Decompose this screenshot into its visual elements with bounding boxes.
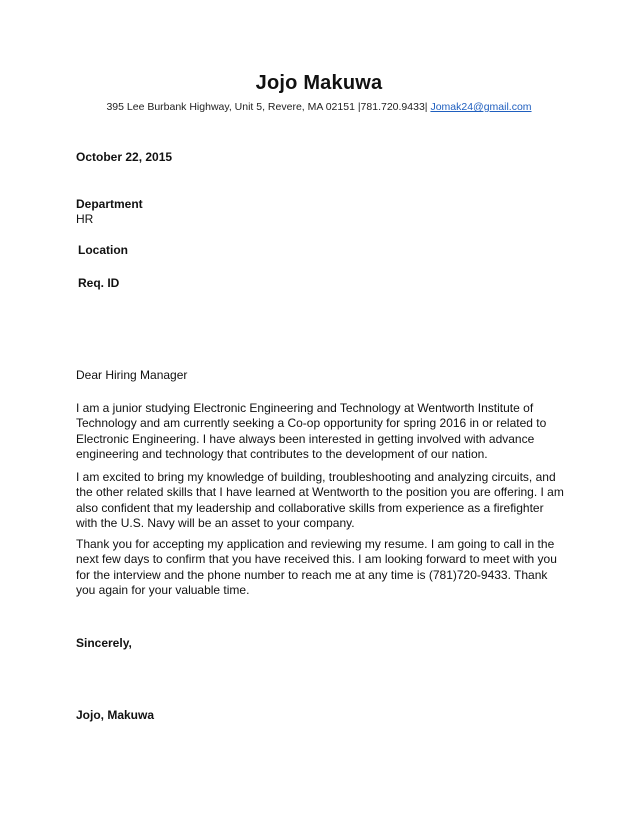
department-label: Department: [76, 197, 143, 211]
signature: Jojo, Makuwa: [76, 708, 155, 722]
sender-name: Jojo Makuwa: [255, 72, 383, 94]
sender-contact-line: [0, 101, 638, 113]
location-label: Location: [78, 243, 128, 257]
department-value: HR: [76, 212, 94, 226]
closing: Sincerely,: [76, 636, 132, 650]
body-paragraph-3: Thank you for accepting my application and reviewing my resume. I am going to call in the next few days to confirm that you have received this. I am looking forward to meet with you for the interview and the phone number to reach me at any time is (781)720-9433. Thank you again for your valuable time.: [76, 537, 557, 597]
letter-date: October 22, 2015: [76, 150, 173, 164]
body-paragraph-1: I am a junior studying Electronic Engineering and Technology at Wentworth Institute of Technology and am currently seeking a Co-op opportunity for spring 2016 in or related to Electronic Engineering. I have always been interested in getting involved with advance engineering and technology that contributes to the development of our nation.: [76, 401, 547, 461]
sender-address: 395 Lee Burbank Highway, Unit 5, Revere, MA 02151 |781.720.9433|: [106, 101, 428, 113]
sender-email-link[interactable]: Jomak24@gmail.com: [430, 101, 532, 113]
req-id-label: Req. ID: [78, 276, 120, 290]
body-paragraph-2: I am excited to bring my knowledge of building, troubleshooting and analyzing circuits, and the other related skills that I have learned at Wentworth to the position you are offering. I am also confident that my leadership and collaborative skills from experience as a firefighter with the U.S. Navy will be an asset to your company.: [76, 470, 564, 530]
salutation: Dear Hiring Manager: [76, 368, 188, 382]
